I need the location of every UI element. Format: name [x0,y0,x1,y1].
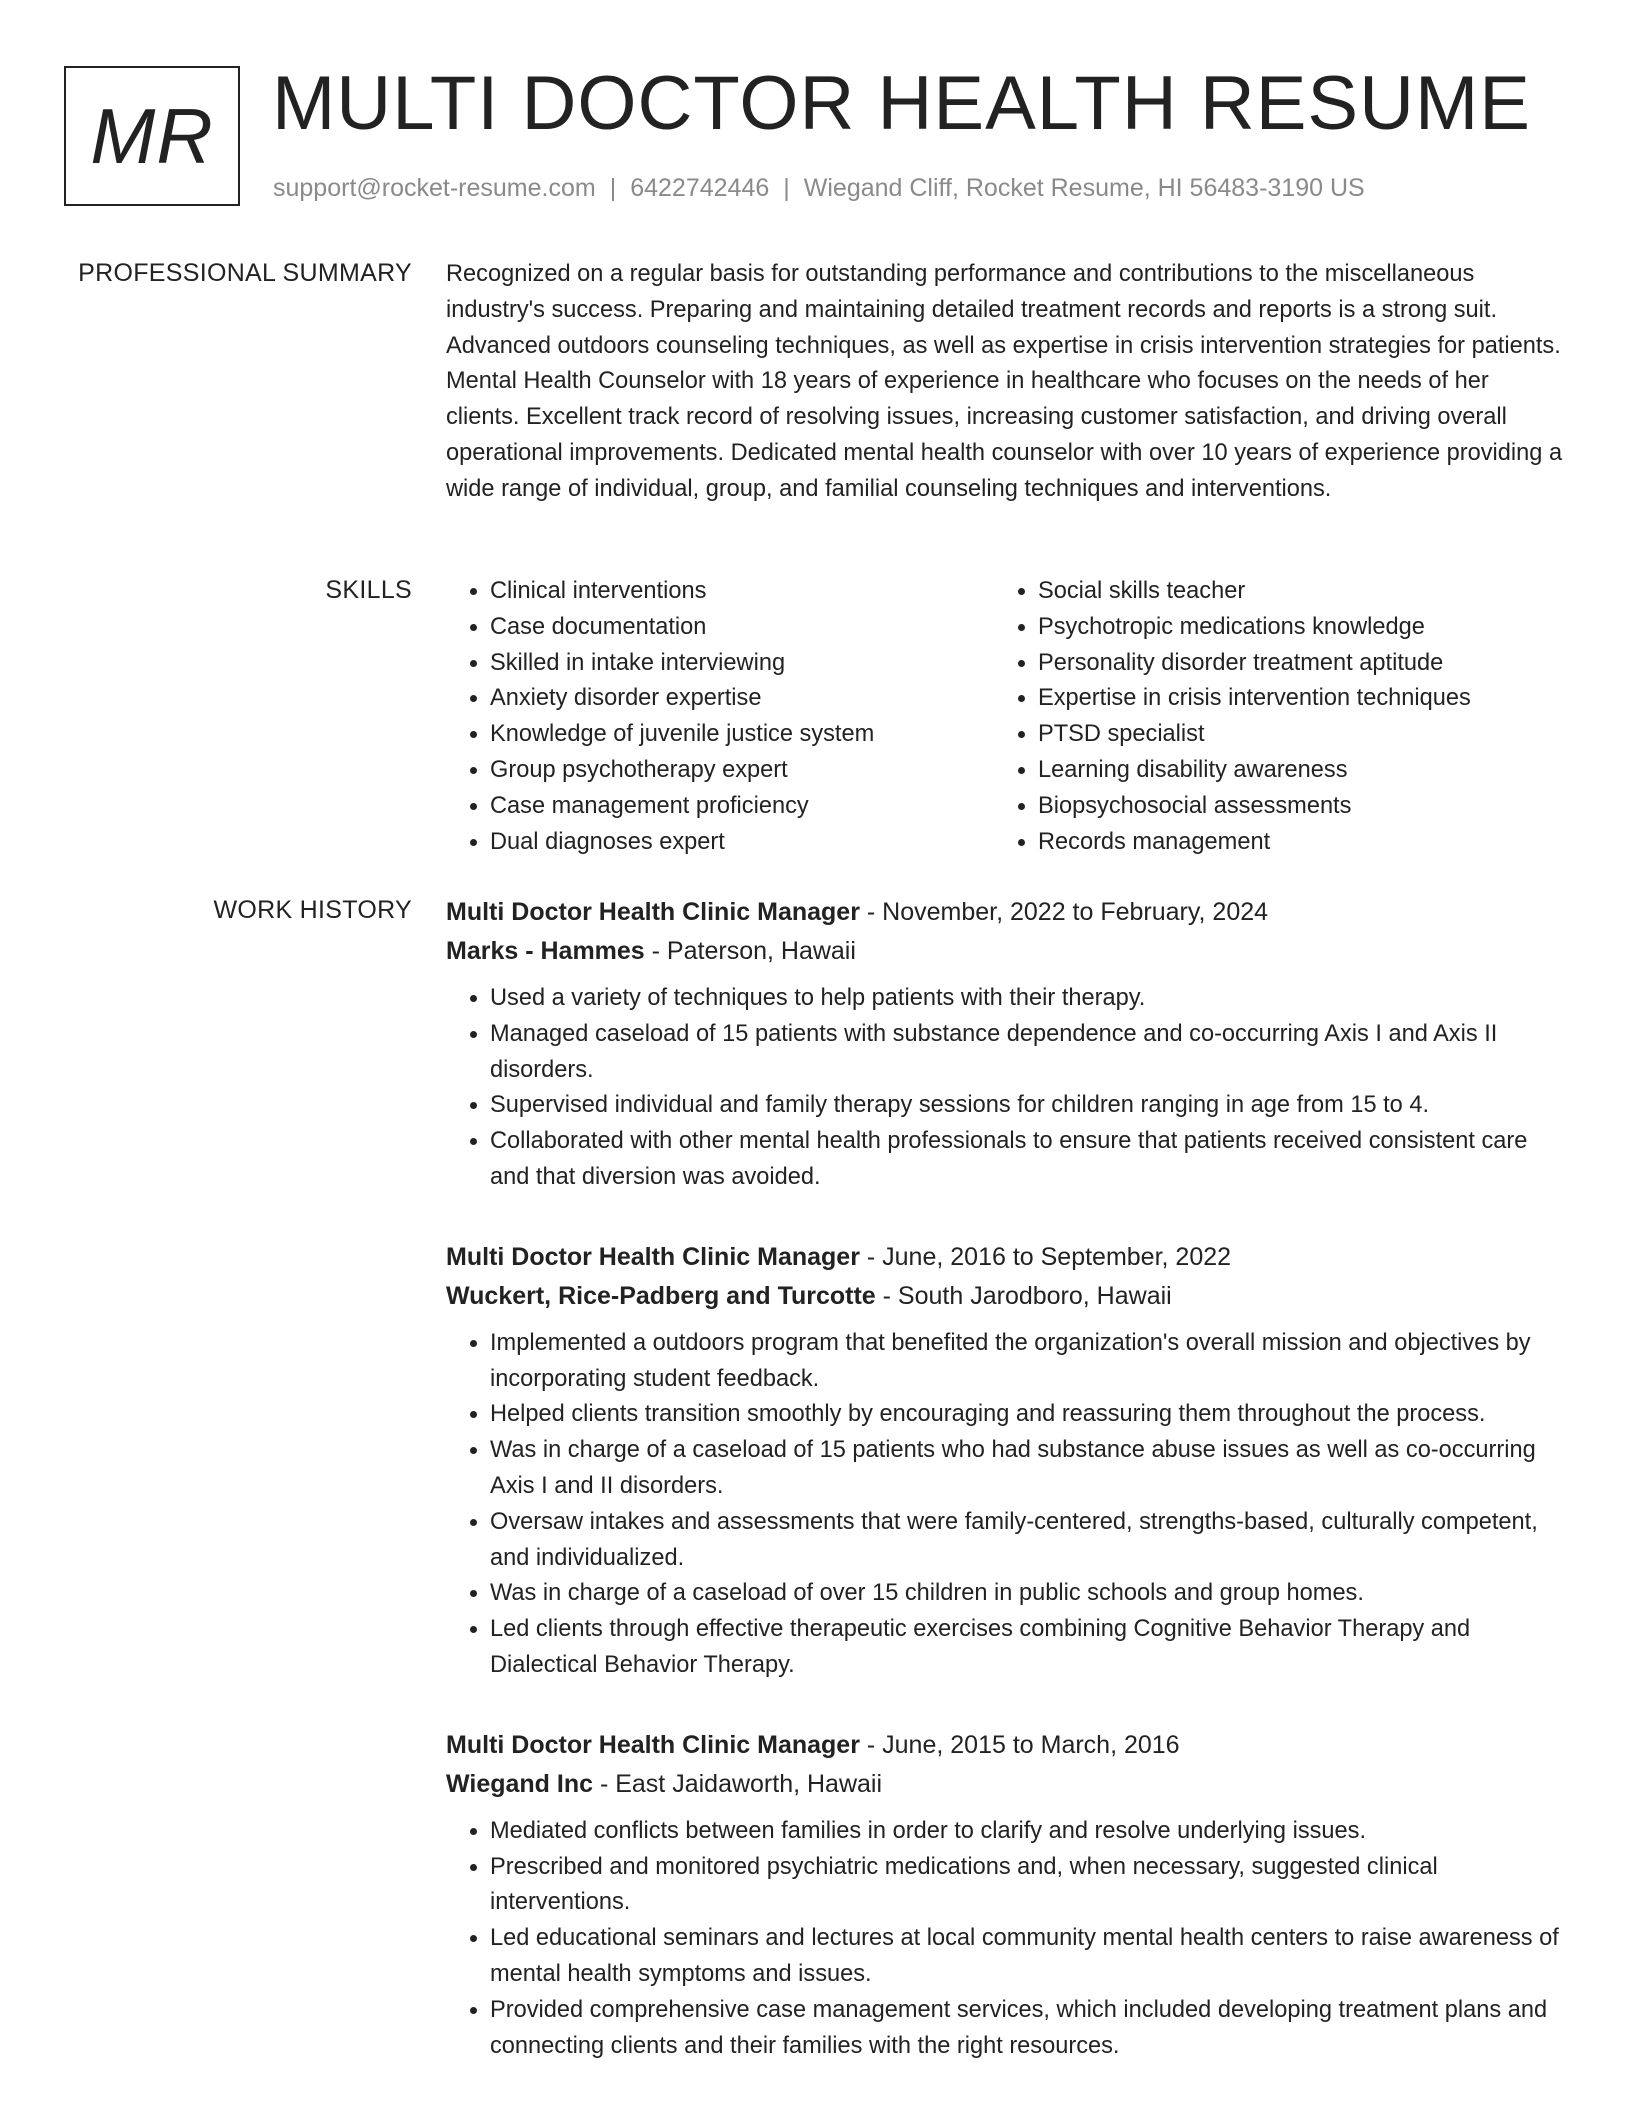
job-entry [446,1238,1566,1684]
skills-list-right [994,574,1542,860]
job-bullet-item: • Supervised individual and family therapy sessions for children ranging in age from 15 to 4. [490,1088,1566,1124]
skill-item: • Anxiety disorder expertise [490,681,994,717]
job-bullet-item: • Helped clients transition smoothly by encouraging and reassuring them throughout the process. [490,1397,1566,1433]
job-title-line [446,893,1566,932]
job-bullets [446,981,1566,1196]
skill-item: • PTSD specialist [1038,717,1542,753]
skill-item: • Records management [1038,825,1542,861]
job-location: - East Jaidaworth, Hawaii [593,1769,883,1798]
job-company: Marks - Hammes [446,937,645,965]
job-entry [446,893,1566,1196]
page-title: MULTI DOCTOR HEALTH RESUME [272,61,1531,146]
job-title-line [446,1238,1566,1277]
skill-item: • Skilled in intake interviewing [490,646,994,682]
job-location: - Paterson, Hawaii [644,937,856,965]
contact-phone[interactable]: 6422742446 [630,174,770,202]
job-company-line [446,1765,1566,1804]
job-bullet-item: • Mediated conflicts between families in order to clarify and resolve underlying issues. [490,1814,1566,1850]
job-dates: - June, 2015 to March, 2016 [859,1730,1180,1759]
job-company-line [446,932,1566,971]
section-title-summary: PROFESSIONAL SUMMARY [78,259,412,287]
job-bullets [446,1326,1566,1684]
skill-item: • Clinical interventions [490,574,994,610]
skills-body [446,574,1566,860]
job-bullet-item: • Collaborated with other mental health professionals to ensure that patients received consistent care and that diversion was avoided. [490,1124,1566,1196]
summary-body [446,257,1566,508]
job-bullet-item: • Implemented a outdoors program that benefited the organization's overall mission and objectives by incorporating student feedback. [490,1326,1566,1398]
skill-item: • Learning disability awareness [1038,753,1542,789]
contact-separator: | [783,174,790,202]
skill-item: • Expertise in crisis intervention techniques [1038,681,1542,717]
job-dates: - November, 2022 to February, 2024 [859,898,1269,926]
job-bullet-item: • Led clients through effective therapeutic exercises combining Cognitive Behavior Therapy and Dialectical Behavior Therapy. [490,1612,1566,1684]
job-company: Wiegand Inc [446,1769,594,1798]
skill-item: • Case management proficiency [490,789,994,825]
job-role: Multi Doctor Health Clinic Manager [446,1730,860,1759]
job-bullet-item: • Was in charge of a caseload of 15 patients who had substance abuse issues as well as co-occurring Axis I and II disorders. [490,1433,1566,1505]
contact-address: Wiegand Cliff, Rocket Resume, HI 56483-3190 US [803,174,1365,202]
skill-item: • Psychotropic medications knowledge [1038,610,1542,646]
job-role: Multi Doctor Health Clinic Manager [446,898,860,926]
work-history-body [446,893,1566,2106]
resume-header [64,61,1564,216]
contact-line [273,174,1365,203]
job-dates: - June, 2016 to September, 2022 [859,1242,1232,1271]
skill-item: • Case documentation [490,610,994,646]
summary-text: Recognized on a regular basis for outstanding performance and contributions to the miscellaneous industry's success. Preparing and maintaining detailed treatment records and reports is a strong suit. Advanced outdoors counseling techniques, as well as expertise in crisis intervention strategies for patients. Mental Health Counselor with 18 years of experience in healthcare who focuses on the needs of her clients. Excellent track record of resolving issues, increasing customer satisfaction, and driving overall operational improvements. Dedicated mental health counselor with over 10 years of experience providing a wide range of individual, group, and familial counseling techniques and interventions. [446,261,1563,502]
skill-item: • Knowledge of juvenile justice system [490,717,994,753]
job-company: Wuckert, Rice-Padberg and Turcotte [446,1281,876,1310]
skill-item: • Group psychotherapy expert [490,753,994,789]
job-bullet-item: • Oversaw intakes and assessments that were family-centered, strengths-based, culturally competent, and individualized. [490,1505,1566,1577]
section-title-work-history: WORK HISTORY [213,896,412,924]
skills-list-left [446,574,994,860]
job-bullet-item: • Used a variety of techniques to help patients with their therapy. [490,981,1566,1017]
skill-item: • Dual diagnoses expert [490,825,994,861]
job-entry [446,1726,1566,2065]
job-company-line [446,1277,1566,1316]
job-location: - South Jarodboro, Hawaii [875,1281,1172,1310]
contact-email[interactable]: support@rocket-resume.com [273,174,596,202]
job-bullets [446,1814,1566,2065]
skill-item: • Personality disorder treatment aptitude [1038,646,1542,682]
job-bullet-item: • Prescribed and monitored psychiatric medications and, when necessary, suggested clinical interventions. [490,1850,1566,1922]
job-role: Multi Doctor Health Clinic Manager [446,1242,860,1271]
job-bullet-item: • Led educational seminars and lectures at local community mental health centers to raise awareness of mental health symptoms and issues. [490,1921,1566,1993]
skills-grid [446,574,1566,860]
monogram-logo: MR [64,66,240,206]
job-title-line [446,1726,1566,1765]
job-bullet-item: • Was in charge of a caseload of over 15 children in public schools and group homes. [490,1576,1566,1612]
section-title-skills: SKILLS [325,576,412,604]
contact-separator: | [609,174,617,202]
skill-item: • Biopsychosocial assessments [1038,789,1542,825]
job-bullet-item: • Provided comprehensive case management services, which included developing treatment plans and connecting clients and their families with the right resources. [490,1993,1566,2065]
job-bullet-item: • Managed caseload of 15 patients with substance dependence and co-occurring Axis I and Axis II disorders. [490,1017,1566,1089]
skill-item: • Social skills teacher [1038,574,1542,610]
